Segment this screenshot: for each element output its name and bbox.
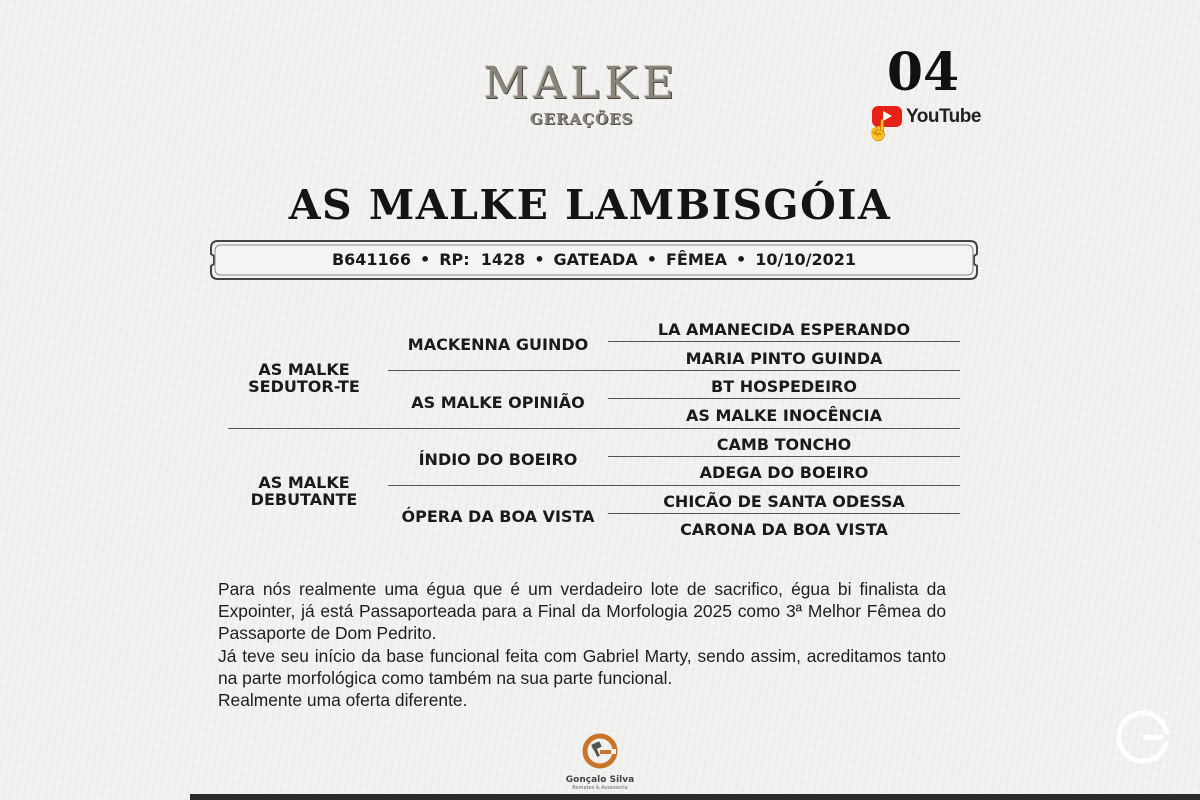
brand-name: MALKE [483,58,680,109]
pedigree-ddd: CARONA DA BOA VISTA [680,520,888,539]
pedigree-divider [388,370,960,371]
pedigree-sire-sire: MACKENNA GUINDO [407,335,589,354]
pedigree-sds: BT HOSPEDEIRO [711,377,857,396]
pedigree-sire-line2: SEDUTOR-TE [248,377,360,396]
pedigree-dam-dam: ÓPERA DA BOA VISTA [401,507,595,526]
description-paragraph: Para nós realmente uma égua que é um verdadeiro lote de sacrifico, égua bi finalista da Expointer, já está Passaporteada para a Final da Morfologia 2025 como 3ª Melhor Fêmea do Passaporte de Dom Pedrito. [218,579,946,644]
hand-pointer-icon: ☝ [866,120,891,142]
youtube-label: YouTube [906,106,981,127]
pedigree-dsd: ADEGA DO BOEIRO [699,463,869,482]
pedigree-sss: LA AMANECIDA ESPERANDO [657,320,911,339]
pedigree-divider [608,398,960,399]
pedigree-divider [608,341,960,342]
description-paragraph: Já teve seu início da base funcional feita com Gabriel Marty, sendo assim, acreditamos tanto na parte morfológica como também na sua parte funcional. [218,645,946,688]
pedigree-dam-line2: DEBUTANTE [250,490,358,509]
pedigree-sire-dam: AS MALKE OPINIÃO [411,393,585,412]
auctioneer-tagline: Remates & Assessoria [572,785,628,791]
gavel-g-icon [582,733,618,769]
rp-value: 1428 [480,250,526,269]
registration: B641166 [331,250,411,269]
info-line [208,238,980,282]
pedigree-dss: CAMB TONCHO [716,435,852,454]
brand-subtitle: GERAÇÕES [529,110,634,128]
description [218,578,946,711]
pedigree-sire [222,361,386,395]
auctioneer-logo [540,733,660,791]
coat: GATEADA [553,250,638,269]
pedigree-dam [222,474,386,508]
info-plaque [208,238,980,282]
brand-logo [0,58,1163,128]
animal-name: AS MALKE LAMBISGÓIA [288,181,892,229]
pedigree-divider [608,513,960,514]
pedigree-divider [228,428,960,429]
pedigree-dam-sire: ÍNDIO DO BOEIRO [418,450,578,469]
sex: FÊMEA [665,250,728,269]
pedigree-sdd: AS MALKE INOCÊNCIA [686,406,882,425]
separator: • [736,250,747,269]
pedigree-dds: CHICÃO DE SANTA ODESSA [663,492,905,511]
pedigree-divider [388,485,960,486]
birth-date: 10/10/2021 [755,250,857,269]
bottom-bar [190,794,1200,800]
watermark-g-icon [1112,706,1174,768]
pedigree-dam-line1: AS MALKE [258,473,350,492]
pedigree-ssd: MARIA PINTO GUINDA [685,349,883,368]
lot-number: 04 [886,42,960,103]
auctioneer-name: Gonçalo Silva [565,775,635,785]
separator: • [534,250,545,269]
youtube-link[interactable] [866,104,981,144]
separator: • [646,250,657,269]
description-paragraph: Realmente uma oferta diferente. [218,690,468,711]
separator: • [419,250,431,269]
pedigree-divider [608,456,960,457]
rp-label: RP: [439,250,470,269]
pedigree-sire-line1: AS MALKE [258,360,350,379]
